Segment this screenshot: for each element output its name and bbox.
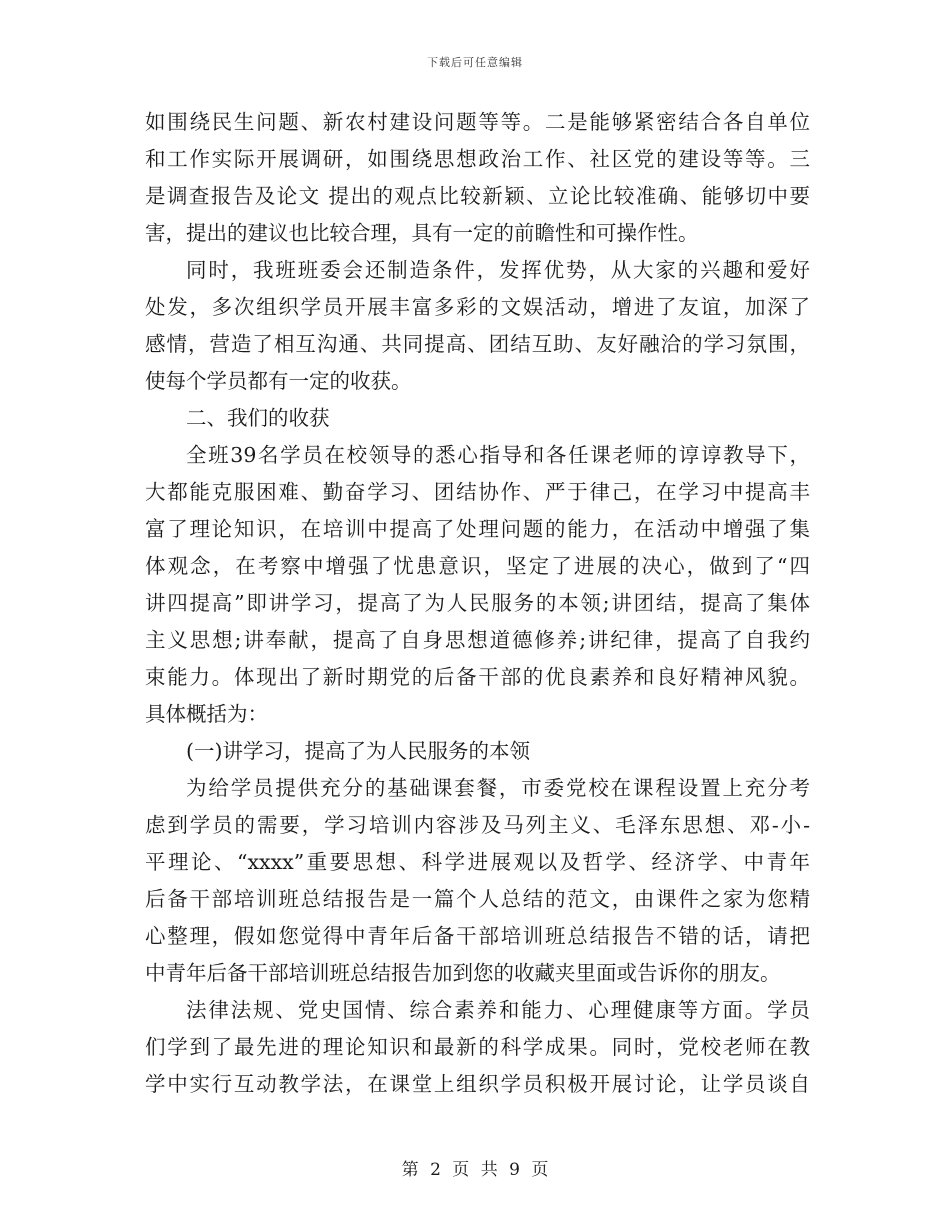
text-line: 具体概括为： xyxy=(145,702,268,726)
text-line: 讲四提高”即讲学习，提高了为人民服务的本领;讲团结，提高了集体 xyxy=(145,591,810,615)
text-line: 虑到学员的需要，学习培训内容涉及马列主义、毛泽东思想、邓-小- xyxy=(145,813,810,837)
page-number-footer: 第 2 页 共 9 页 xyxy=(401,1160,549,1180)
page-header: 下载后可任意编辑 xyxy=(427,56,523,69)
text-line: 使每个学员都有一定的收获。 xyxy=(145,369,412,393)
text-line: 体观念，在考察中增强了忧患意识，坚定了进展的决心，做到了“四 xyxy=(145,554,810,578)
text-line: 后备干部培训班总结报告是一篇个人总结的范文，由课件之家为您精 xyxy=(145,887,810,911)
text-line: 和工作实际开展调研，如围绕思想政治工作、社区党的建设等等。三 xyxy=(145,147,810,171)
text-line: 心整理，假如您觉得中青年后备干部培训班总结报告不错的话，请把 xyxy=(145,924,810,948)
text-line: 为给学员提供充分的基础课套餐，市委党校在课程设置上充分考 xyxy=(186,776,810,800)
text-line: 们学到了最先进的理论知识和最新的科学成果。同时，党校老师在教 xyxy=(145,1035,810,1059)
text-line: 富了理论知识，在培训中提高了处理问题的能力，在活动中增强了集 xyxy=(145,517,810,541)
subsection-heading: (一)讲学习，提高了为人民服务的本领 xyxy=(186,739,530,763)
text-line: 感情，营造了相互沟通、共同提高、团结互助、友好融洽的学习氛围， xyxy=(145,332,810,356)
text-line: 平理论、“xxxx”重要思想、科学进展观以及哲学、经济学、中青年 xyxy=(145,850,810,874)
text-line: 是调查报告及论文 提出的观点比较新颖、立论比较准确、能够切中要 xyxy=(145,184,810,208)
text-line: 束能力。体现出了新时期党的后备干部的优良素养和良好精神风貌。 xyxy=(145,665,810,689)
text-line: 害，提出的建议也比较合理，具有一定的前瞻性和可操作性。 xyxy=(145,221,699,245)
text-line: 如围绕民生问题、新农村建设问题等等。二是能够紧密结合各自单位 xyxy=(145,110,810,134)
text-line: 大都能克服困难、勤奋学习、团结协作、严于律己，在学习中提高丰 xyxy=(145,480,810,504)
text-line: 处发，多次组织学员开展丰富多彩的文娱活动，增进了友谊，加深了 xyxy=(145,295,810,319)
text-line: 中青年后备干部培训班总结报告加到您的收藏夹里面或告诉你的朋友。 xyxy=(145,961,781,985)
text-line: 主义思想;讲奉献，提高了自身思想道德修养;讲纪律，提高了自我约 xyxy=(145,628,810,652)
section-heading: 二、我们的收获 xyxy=(186,406,330,430)
text-line: 全班39名学员在校领导的悉心指导和各任课老师的谆谆教导下， xyxy=(186,443,810,467)
text-line: 法律法规、党史国情、综合素养和能力、心理健康等方面。学员 xyxy=(186,998,810,1022)
document-body xyxy=(145,104,810,1103)
text-line: 学中实行互动教学法，在课堂上组织学员积极开展讨论，让学员谈自 xyxy=(145,1072,810,1096)
text-line: 同时，我班班委会还制造条件，发挥优势，从大家的兴趣和爱好 xyxy=(186,258,810,282)
